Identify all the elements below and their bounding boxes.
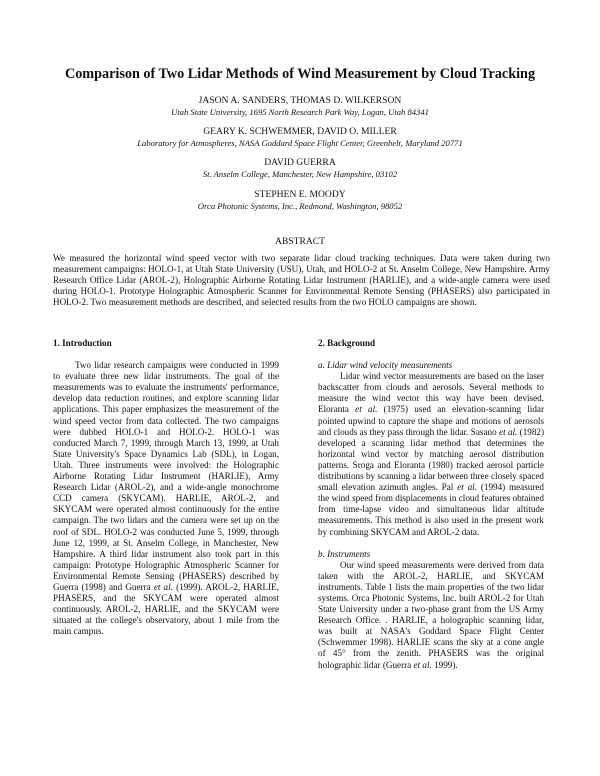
instruments-text-part-2: 1999). bbox=[431, 659, 458, 670]
et-al-citation: et al. bbox=[355, 404, 378, 415]
paragraph-spacer bbox=[318, 538, 544, 549]
author-affiliation-1: Utah State University, 1695 North Research Park Way, Logan, Utah 84341 bbox=[171, 107, 429, 117]
introduction-paragraph bbox=[53, 360, 279, 637]
et-al-citation: et al. bbox=[153, 581, 173, 592]
lidar-wind-text-part-1: Lidar wind vector measurements are based on the laser backscatter from clouds and aerosols. Several methods to measure the wind vector this way have been devised. Eloranta bbox=[318, 371, 544, 415]
et-al-citation: et al. bbox=[413, 659, 432, 670]
author-affiliation-4: Orca Photonic Systems, Inc., Redmond, Washington, 98052 bbox=[197, 201, 403, 211]
left-column bbox=[53, 338, 279, 637]
instruments-text-part-1: Our wind speed measurements were derived from data taken with the AROL-2, HARLIE, and SKYCAM instruments. Table 1 lists the main properties of the two lidar systems. Orca Photonic Systems, Inc. built AROL-2 for Utah State University under a two-phase grant from the US Army Research Office. . HARLIE, a holographic scanning lidar, was built at NASA's Goddard Space Flight Center (Schwemmer 1998). HARLIE scans the sky at a cone angle of 45° from the zenith. PHASERS was the original holographic lidar (Guerra bbox=[318, 559, 544, 670]
paper-title: Comparison of Two Lidar Methods of Wind Measurement by Cloud Tracking bbox=[64, 66, 536, 82]
lidar-wind-text-part-4: (1994) measured the wind speed from displacements in cloud features obtained from time-lapse video and simultaneous lidar altitude measurements. This method is also used in the present work by combining SKYCAM and AROL-2 data. bbox=[318, 482, 544, 537]
author-names-3: DAVID GUERRA bbox=[264, 157, 336, 168]
subsection-heading-lidar-wind: a. Lidar wind velocity measurements bbox=[318, 360, 453, 371]
et-al-citation: et al. bbox=[457, 482, 477, 493]
lidar-wind-paragraph bbox=[318, 371, 544, 537]
author-names-2: GEARY K. SCHWEMMER, DAVID O. MILLER bbox=[203, 126, 397, 137]
subsection-heading-instruments: b. Instruments bbox=[318, 548, 371, 559]
author-affiliation-2: Laboratory for Atmospheres, NASA Goddard Space Flight Center, Greenbelt, Maryland 20771 bbox=[137, 138, 463, 148]
et-al-citation: et al. bbox=[499, 426, 518, 437]
section-heading-background: 2. Background bbox=[318, 338, 376, 348]
author-names-1: JASON A. SANDERS, THOMAS D. WILKERSON bbox=[198, 95, 402, 106]
introduction-text-part-1: Two lidar research campaigns were conducted in 1999 to evaluate three new lidar instruments. The goal of the measurements was to evaluate the instruments' performance, develop data reduction routines, and explore scanning lidar applications. This paper emphasizes the measurement of the wind speed vector from data collected. The two campaigns were dubbed HOLO-1 and HOLO-2. HOLO-1 was conducted March 7, 1999, through March 13, 1999, at Utah State University's Space Dynamics Lab (SDL), in Logan, Utah. Three instruments were involved: the Holographic Airborne Rotating Lidar Instrument (HARLIE), Army Research Lidar (AROL-2), and a wide-angle monochrome CCD camera (SKYCAM). HARLIE, AROL-2, and SKYCAM were operated almost continuously for the entire campaign. The two lidars and the camera were set up on the roof of SDL. HOLO-2 was conducted June 5, 1999, through June 12, 1999, at St. Anselm College, in Manchester, New Hampshire. A third lidar instrument also took part in this campaign: Prototype Holographic Atmospheric Scanner for Environmental Remote Sensing (PHASERS) described by Guerra (1998) and Guerra bbox=[53, 360, 279, 592]
abstract-text: We measured the horizontal wind speed vector with two separate lidar cloud tracking techniques. Data were taken during two measurement campaigns: HOLO-1, at Utah State University (USU), Utah, and HOLO-2 at St. Anselm College, New Hampshire. Army Research Office Lidar (AROL-2), Holographic Airborne Rotating Lidar Instrument (HARLIE), and a wide-angle camera were used during HOLO-1. Prototype Holographic Atmospheric Scanner for Environmental Remote Sensing (PHASERS) also participated in HOLO-2. Two measurement methods are described, and selected results from the two HOLO campaigns are shown. bbox=[53, 253, 550, 308]
instruments-paragraph bbox=[318, 560, 544, 671]
abstract-heading: ABSTRACT bbox=[274, 236, 326, 247]
lidar-wind-text-part-3: (1982) developed a scanning lidar method that determines the horizontal wind vector by matching aerosol distribution patterns. Sroga and Eloranta (1980) tracked aerosol particle distributions by scanning a lidar between three closely spaced small elevation azimuth angles. Pal bbox=[318, 426, 544, 493]
author-names-4: STEPHEN E. MOODY bbox=[254, 189, 346, 200]
author-affiliation-3: St. Anselm College, Manchester, New Hampshire, 03102 bbox=[202, 169, 398, 179]
introduction-text-part-2: (1999). AROL-2, HARLIE, PHASERS, and the SKYCAM were operated almost continuously. AROL-2, HARLIE, and the SKYCAM were situated at the college's observatory, about 1 mile from the main campus. bbox=[53, 581, 279, 637]
section-heading-introduction: 1. Introduction bbox=[53, 338, 112, 348]
right-column bbox=[318, 338, 544, 671]
lidar-wind-text-part-2: (1975) used an elevation-scanning lidar pointed upwind to capture the shape and motions of aerosols and clouds as they pass through the lidar. Sasano bbox=[318, 404, 544, 437]
